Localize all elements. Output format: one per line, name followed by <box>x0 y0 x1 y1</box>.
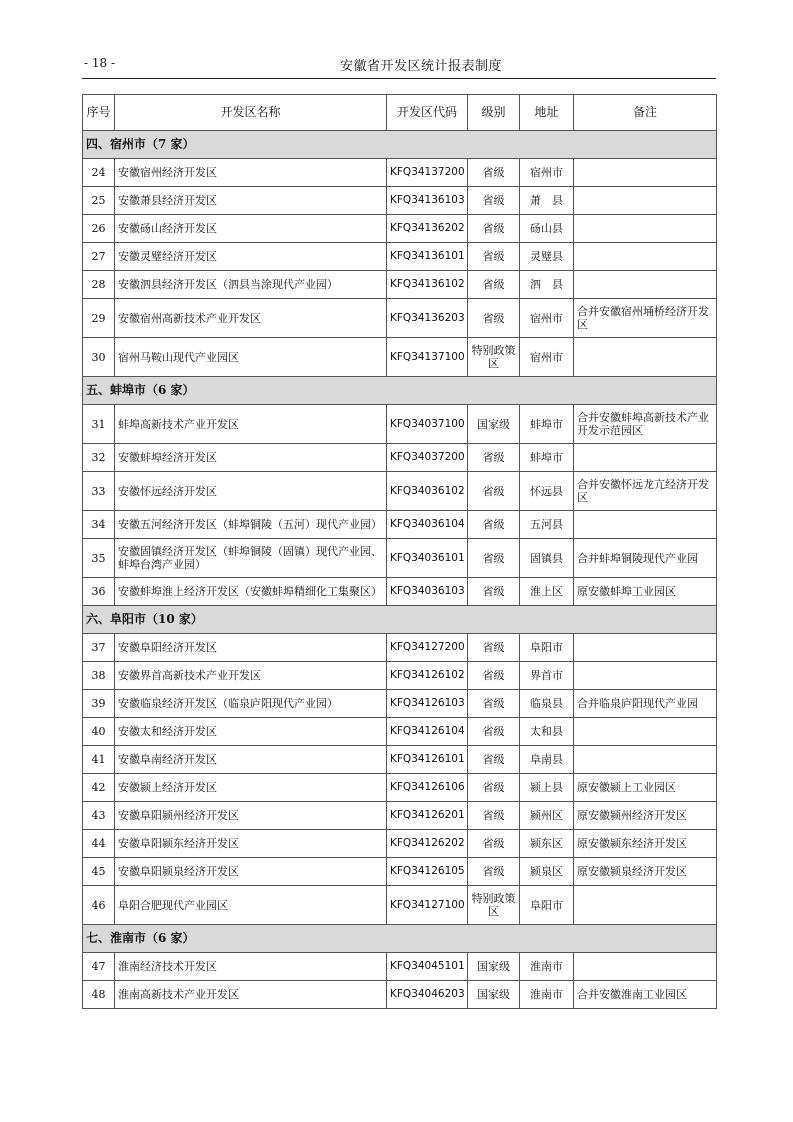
cell-zone-name: 安徽临泉经济开发区（临泉庐阳现代产业园） <box>115 690 387 718</box>
cell-address: 蚌埠市 <box>520 405 574 444</box>
cell-number: 38 <box>83 662 115 690</box>
cell-note <box>574 953 717 981</box>
cell-zone-code: KFQ34136203 <box>387 299 468 338</box>
cell-number: 36 <box>83 578 115 606</box>
column-header-level: 级别 <box>468 95 520 131</box>
table-row <box>83 578 717 606</box>
cell-note <box>574 511 717 539</box>
cell-level: 省级 <box>468 858 520 886</box>
cell-zone-code: KFQ34126104 <box>387 718 468 746</box>
table-row <box>83 858 717 886</box>
cell-zone-code: KFQ34126106 <box>387 774 468 802</box>
cell-number: 48 <box>83 981 115 1009</box>
cell-address: 宿州市 <box>520 299 574 338</box>
cell-level: 省级 <box>468 578 520 606</box>
table-row <box>83 634 717 662</box>
cell-zone-code: KFQ34036102 <box>387 472 468 511</box>
cell-zone-name: 安徽五河经济开发区（蚌埠铜陵（五河）现代产业园） <box>115 511 387 539</box>
cell-zone-name: 淮南高新技术产业开发区 <box>115 981 387 1009</box>
cell-zone-name: 宿州马鞍山现代产业园区 <box>115 338 387 377</box>
cell-note: 合并安徽怀远龙亢经济开发区 <box>574 472 717 511</box>
table-row <box>83 830 717 858</box>
table-row <box>83 718 717 746</box>
cell-zone-name: 安徽颍上经济开发区 <box>115 774 387 802</box>
table-row <box>83 802 717 830</box>
cell-number: 30 <box>83 338 115 377</box>
table-row <box>83 405 717 444</box>
cell-zone-code: KFQ34036101 <box>387 539 468 578</box>
cell-note <box>574 159 717 187</box>
cell-note <box>574 338 717 377</box>
table-row <box>83 243 717 271</box>
cell-level: 国家级 <box>468 405 520 444</box>
cell-zone-code: KFQ34137200 <box>387 159 468 187</box>
table-row <box>83 539 717 578</box>
cell-level: 省级 <box>468 215 520 243</box>
cell-level: 省级 <box>468 718 520 746</box>
table-row <box>83 215 717 243</box>
cell-level: 省级 <box>468 271 520 299</box>
cell-address: 宿州市 <box>520 159 574 187</box>
cell-zone-code: KFQ34136102 <box>387 271 468 299</box>
cell-zone-name: 安徽蚌埠淮上经济开发区（安徽蚌埠精细化工集聚区） <box>115 578 387 606</box>
cell-number: 26 <box>83 215 115 243</box>
cell-address: 萧 县 <box>520 187 574 215</box>
cell-note: 原安徽颍上工业园区 <box>574 774 717 802</box>
cell-note: 合并临泉庐阳现代产业园 <box>574 690 717 718</box>
cell-number: 37 <box>83 634 115 662</box>
cell-number: 39 <box>83 690 115 718</box>
table-row <box>83 953 717 981</box>
cell-number: 47 <box>83 953 115 981</box>
cell-note: 原安徽颍东经济开发区 <box>574 830 717 858</box>
cell-zone-name: 安徽宿州高新技术产业开发区 <box>115 299 387 338</box>
cell-level: 省级 <box>468 830 520 858</box>
cell-address: 淮上区 <box>520 578 574 606</box>
column-header-address: 地址 <box>520 95 574 131</box>
cell-level: 国家级 <box>468 981 520 1009</box>
cell-level: 省级 <box>468 774 520 802</box>
cell-zone-code: KFQ34037100 <box>387 405 468 444</box>
cell-zone-code: KFQ34037200 <box>387 444 468 472</box>
cell-level: 省级 <box>468 746 520 774</box>
document-title: 安徽省开发区统计报表制度 <box>340 59 503 74</box>
table-row <box>83 690 717 718</box>
table-row <box>83 746 717 774</box>
cell-note <box>574 215 717 243</box>
table-row <box>83 187 717 215</box>
cell-note: 合并安徽淮南工业园区 <box>574 981 717 1009</box>
table-row <box>83 511 717 539</box>
cell-note: 原安徽颍州经济开发区 <box>574 802 717 830</box>
cell-zone-code: KFQ34136202 <box>387 215 468 243</box>
cell-zone-name: 安徽灵璧经济开发区 <box>115 243 387 271</box>
cell-zone-code: KFQ34126202 <box>387 830 468 858</box>
cell-zone-code: KFQ34127200 <box>387 634 468 662</box>
cell-level: 省级 <box>468 802 520 830</box>
section-title: 七、淮南市（6 家） <box>83 925 717 953</box>
cell-address: 临泉县 <box>520 690 574 718</box>
cell-level: 省级 <box>468 444 520 472</box>
cell-address: 颍东区 <box>520 830 574 858</box>
table-row <box>83 774 717 802</box>
cell-zone-code: KFQ34136101 <box>387 243 468 271</box>
cell-address: 颍泉区 <box>520 858 574 886</box>
cell-zone-name: 安徽砀山经济开发区 <box>115 215 387 243</box>
cell-number: 42 <box>83 774 115 802</box>
cell-address: 泗 县 <box>520 271 574 299</box>
cell-zone-name: 安徽阜阳颍东经济开发区 <box>115 830 387 858</box>
cell-zone-name: 安徽阜阳经济开发区 <box>115 634 387 662</box>
cell-address: 阜阳市 <box>520 886 574 925</box>
table-row <box>83 662 717 690</box>
table-row <box>83 444 717 472</box>
section-header-row <box>83 131 717 159</box>
cell-number: 45 <box>83 858 115 886</box>
cell-note: 合并安徽宿州埇桥经济开发区 <box>574 299 717 338</box>
cell-zone-code: KFQ34127100 <box>387 886 468 925</box>
section-header-row <box>83 377 717 405</box>
cell-zone-name: 安徽阜阳颍泉经济开发区 <box>115 858 387 886</box>
cell-address: 界首市 <box>520 662 574 690</box>
table-body <box>83 131 717 1009</box>
cell-zone-name: 阜阳合肥现代产业园区 <box>115 886 387 925</box>
cell-note <box>574 243 717 271</box>
cell-level: 省级 <box>468 187 520 215</box>
cell-number: 35 <box>83 539 115 578</box>
cell-address: 宿州市 <box>520 338 574 377</box>
cell-number: 46 <box>83 886 115 925</box>
cell-address: 阜阳市 <box>520 634 574 662</box>
cell-note <box>574 886 717 925</box>
header-rule <box>82 78 716 79</box>
cell-zone-name: 安徽太和经济开发区 <box>115 718 387 746</box>
cell-number: 34 <box>83 511 115 539</box>
cell-number: 29 <box>83 299 115 338</box>
cell-zone-code: KFQ34126103 <box>387 690 468 718</box>
cell-zone-code: KFQ34046203 <box>387 981 468 1009</box>
cell-address: 阜南县 <box>520 746 574 774</box>
cell-level: 省级 <box>468 299 520 338</box>
page-number: - 18 - <box>84 56 116 70</box>
cell-level: 特别政策区 <box>468 338 520 377</box>
section-header-row <box>83 925 717 953</box>
table-row <box>83 886 717 925</box>
cell-number: 27 <box>83 243 115 271</box>
cell-note <box>574 444 717 472</box>
section-title: 五、蚌埠市（6 家） <box>83 377 717 405</box>
cell-level: 省级 <box>468 634 520 662</box>
cell-note <box>574 634 717 662</box>
cell-address: 怀远县 <box>520 472 574 511</box>
cell-zone-name: 安徽蚌埠经济开发区 <box>115 444 387 472</box>
cell-note <box>574 662 717 690</box>
table-row <box>83 159 717 187</box>
cell-zone-code: KFQ34045101 <box>387 953 468 981</box>
table-row <box>83 299 717 338</box>
cell-address: 淮南市 <box>520 981 574 1009</box>
cell-zone-name: 安徽界首高新技术产业开发区 <box>115 662 387 690</box>
cell-zone-code: KFQ34126201 <box>387 802 468 830</box>
cell-note <box>574 187 717 215</box>
cell-zone-name: 安徽阜阳颍州经济开发区 <box>115 802 387 830</box>
cell-address: 蚌埠市 <box>520 444 574 472</box>
cell-level: 省级 <box>468 539 520 578</box>
cell-zone-name: 安徽宿州经济开发区 <box>115 159 387 187</box>
cell-address: 太和县 <box>520 718 574 746</box>
cell-zone-code: KFQ34126102 <box>387 662 468 690</box>
cell-address: 固镇县 <box>520 539 574 578</box>
cell-number: 43 <box>83 802 115 830</box>
cell-address: 五河县 <box>520 511 574 539</box>
table-header-row <box>83 95 717 131</box>
cell-number: 31 <box>83 405 115 444</box>
column-header-name: 开发区名称 <box>115 95 387 131</box>
cell-note: 原安徽颍泉经济开发区 <box>574 858 717 886</box>
cell-zone-name: 安徽阜南经济开发区 <box>115 746 387 774</box>
cell-number: 44 <box>83 830 115 858</box>
cell-note <box>574 746 717 774</box>
cell-zone-code: KFQ34126101 <box>387 746 468 774</box>
cell-note: 合并蚌埠铜陵现代产业园 <box>574 539 717 578</box>
cell-level: 省级 <box>468 511 520 539</box>
cell-address: 颍上县 <box>520 774 574 802</box>
cell-number: 32 <box>83 444 115 472</box>
cell-number: 33 <box>83 472 115 511</box>
cell-zone-code: KFQ34126105 <box>387 858 468 886</box>
column-header-no: 序号 <box>83 95 115 131</box>
column-header-code: 开发区代码 <box>387 95 468 131</box>
cell-zone-code: KFQ34036104 <box>387 511 468 539</box>
cell-level: 国家级 <box>468 953 520 981</box>
cell-level: 省级 <box>468 690 520 718</box>
cell-zone-code: KFQ34036103 <box>387 578 468 606</box>
section-header-row <box>83 606 717 634</box>
section-title: 四、宿州市（7 家） <box>83 131 717 159</box>
cell-note <box>574 271 717 299</box>
cell-address: 颍州区 <box>520 802 574 830</box>
table-row <box>83 338 717 377</box>
cell-level: 省级 <box>468 243 520 271</box>
cell-zone-name: 蚌埠高新技术产业开发区 <box>115 405 387 444</box>
cell-address: 灵璧县 <box>520 243 574 271</box>
cell-number: 28 <box>83 271 115 299</box>
table-row <box>83 472 717 511</box>
cell-zone-code: KFQ34136103 <box>387 187 468 215</box>
cell-zone-name: 安徽怀远经济开发区 <box>115 472 387 511</box>
cell-number: 24 <box>83 159 115 187</box>
cell-level: 省级 <box>468 159 520 187</box>
development-zone-table <box>82 94 717 1009</box>
cell-level: 特别政策区 <box>468 886 520 925</box>
cell-note: 原安徽蚌埠工业园区 <box>574 578 717 606</box>
column-header-note: 备注 <box>574 95 717 131</box>
cell-zone-name: 安徽固镇经济开发区（蚌埠铜陵（固镇）现代产业园、蚌埠台湾产业园） <box>115 539 387 578</box>
table-row <box>83 271 717 299</box>
cell-zone-name: 淮南经济技术开发区 <box>115 953 387 981</box>
cell-level: 省级 <box>468 662 520 690</box>
cell-number: 40 <box>83 718 115 746</box>
cell-address: 淮南市 <box>520 953 574 981</box>
table-row <box>83 981 717 1009</box>
cell-note <box>574 718 717 746</box>
cell-number: 25 <box>83 187 115 215</box>
cell-note: 合并安徽蚌埠高新技术产业开发示范园区 <box>574 405 717 444</box>
cell-zone-code: KFQ34137100 <box>387 338 468 377</box>
cell-zone-name: 安徽萧县经济开发区 <box>115 187 387 215</box>
cell-level: 省级 <box>468 472 520 511</box>
cell-zone-name: 安徽泗县经济开发区（泗县当涂现代产业园） <box>115 271 387 299</box>
cell-number: 41 <box>83 746 115 774</box>
cell-address: 砀山县 <box>520 215 574 243</box>
section-title: 六、阜阳市（10 家） <box>83 606 717 634</box>
